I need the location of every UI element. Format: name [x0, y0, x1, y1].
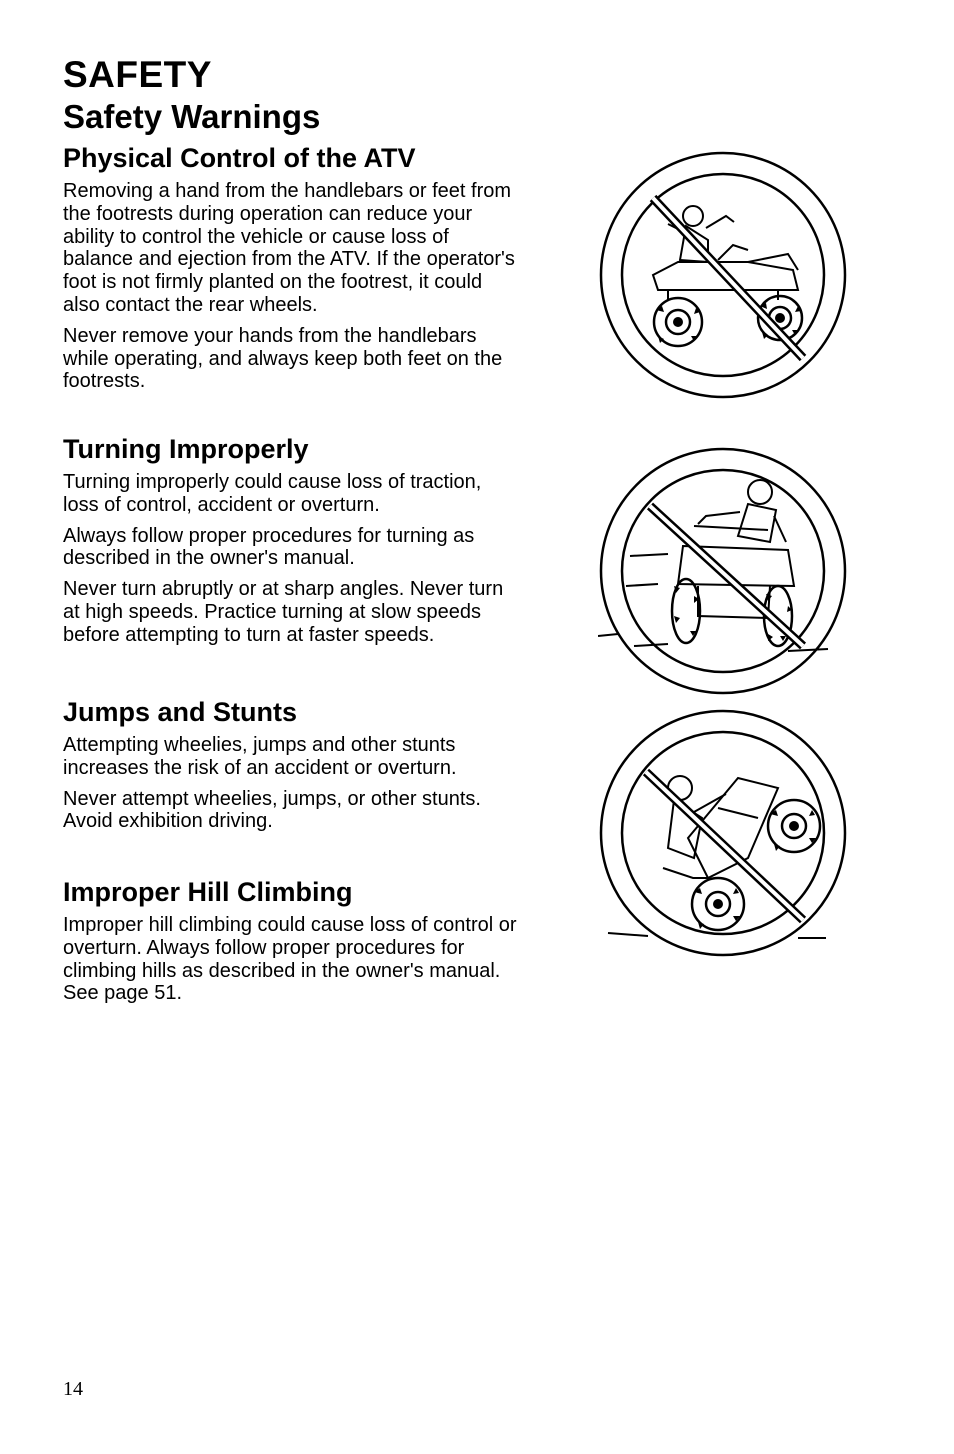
page-title: SAFETY: [63, 54, 212, 95]
section-physical-control: [63, 142, 533, 401]
prohibited-hands-off-handlebars-icon: [598, 150, 848, 400]
section-heading: Physical Control of the ATV: [63, 143, 416, 173]
section-title: Safety Warnings: [63, 98, 321, 135]
paragraph: Never remove your hands from the handlebars while operating, and always keep both feet on the footrests.: [63, 324, 503, 393]
section-heading: Jumps and Stunts: [63, 697, 298, 727]
paragraph: Never attempt wheelies, jumps, or other stunts. Avoid exhibition driving.: [63, 787, 481, 833]
section-improper-hill-climbing: [63, 876, 533, 1013]
prohibited-improper-turning-icon: [598, 446, 848, 696]
paragraph: Turning improperly could cause loss of traction, loss of control, accident or overturn.: [63, 471, 482, 516]
paragraph: Attempting wheelies, jumps and other stunts increases the risk of an accident or overturn.: [63, 734, 457, 779]
section-heading: Improper Hill Climbing: [63, 877, 353, 907]
prohibited-wheelie-stunt-icon: [598, 708, 848, 958]
section-heading: Turning Improperly: [63, 434, 309, 464]
page-number: 14: [63, 1378, 83, 1400]
section-jumps-and-stunts: [63, 696, 533, 841]
paragraph: Always follow proper procedures for turning as described in the owner's manual.: [63, 524, 475, 570]
section-turning-improperly: [63, 433, 533, 655]
paragraph: Improper hill climbing could cause loss of control or overturn. Always follow proper procedures for climbing hills as described in the owner's manual. See page 51.: [63, 914, 517, 1005]
paragraph: Removing a hand from the handlebars or feet from the footrests during operation can reduce your ability to control the vehicle or cause loss of balance and ejection from the ATV. If the operator's foot is not firmly planted on the footrest, it could also contact the rear wheels.: [63, 180, 515, 316]
paragraph: Never turn abruptly or at sharp angles. Never turn at high speeds. Practice turning at slow speeds before attempting to turn at faster speeds.: [63, 578, 504, 646]
